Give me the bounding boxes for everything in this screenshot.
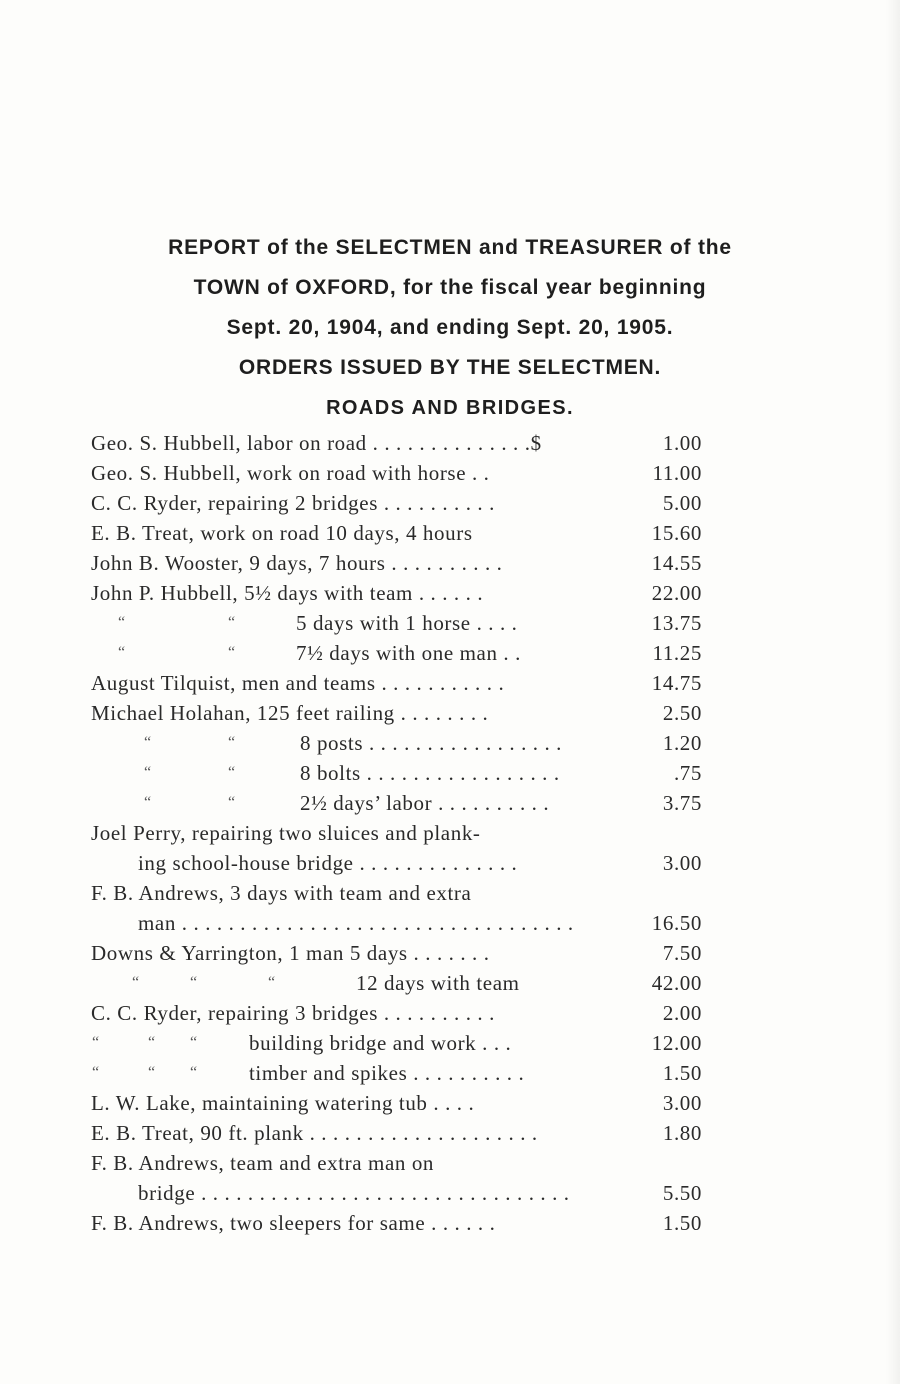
list-item xyxy=(0,788,900,818)
list-item xyxy=(0,968,900,998)
entry-amount: 1.80 xyxy=(662,1121,702,1145)
list-item xyxy=(0,1058,900,1088)
entry-description: Joel Perry, repairing two sluices and plank- xyxy=(91,821,481,845)
entry-amount: 3.75 xyxy=(662,791,702,815)
report-title-line-1: REPORT of the SELECTMEN and TREASURER of the xyxy=(168,236,732,259)
entry-amount: 3.00 xyxy=(662,851,702,875)
list-item xyxy=(0,1118,900,1148)
entry-description: Downs & Yarrington, 1 man 5 days . . . . . . . xyxy=(91,941,490,965)
entry-description: F. B. Andrews, 3 days with team and extra xyxy=(91,881,472,905)
entry-amount: 11.00 xyxy=(652,461,702,485)
entry-description: C. C. Ryder, repairing 2 bridges . . . . . . . . . . xyxy=(91,491,495,515)
list-item xyxy=(0,548,900,578)
list-item xyxy=(0,638,900,668)
ditto-mark: “ xyxy=(228,644,236,661)
ditto-mark: “ xyxy=(228,734,236,751)
entry-description: 12 days with team xyxy=(356,971,520,995)
ditto-mark: “ xyxy=(268,974,276,991)
ditto-mark: “ xyxy=(118,644,126,661)
orders-heading: ORDERS ISSUED BY THE SELECTMEN. xyxy=(238,356,662,379)
entry-amount: 22.00 xyxy=(651,581,702,605)
ditto-mark: “ xyxy=(148,1034,156,1051)
list-item xyxy=(0,818,900,848)
list-item xyxy=(0,728,900,758)
entry-amount: 14.55 xyxy=(651,551,702,575)
list-item xyxy=(0,758,900,788)
ditto-mark: “ xyxy=(132,974,140,991)
ditto-mark: “ xyxy=(144,794,152,811)
list-item xyxy=(0,458,900,488)
entries-list xyxy=(0,428,900,1238)
list-item xyxy=(0,668,900,698)
entry-amount: 2.50 xyxy=(662,701,702,725)
list-item xyxy=(0,998,900,1028)
list-item xyxy=(0,908,900,938)
entry-amount: 1.20 xyxy=(662,731,702,755)
list-item xyxy=(0,608,900,638)
entry-description: bridge . . . . . . . . . . . . . . . . . . . . . . . . . . . . . . . . xyxy=(138,1181,570,1205)
entry-description: Geo. S. Hubbell, labor on road . . . . . . . . . . . . . .$ xyxy=(91,431,542,455)
entry-amount: 15.60 xyxy=(651,521,702,545)
entry-amount: 16.50 xyxy=(651,911,702,935)
entry-description: Geo. S. Hubbell, work on road with horse . . xyxy=(91,461,490,485)
entry-description: 2½ days’ labor . . . . . . . . . . xyxy=(300,791,550,815)
entry-description: F. B. Andrews, two sleepers for same . . . . . . xyxy=(91,1211,496,1235)
list-item xyxy=(0,488,900,518)
ditto-mark: “ xyxy=(92,1034,100,1051)
ditto-mark: “ xyxy=(228,764,236,781)
list-item xyxy=(0,1028,900,1058)
entry-amount: 1.50 xyxy=(662,1211,702,1235)
entry-description: 7½ days with one man . . xyxy=(296,641,521,665)
list-item xyxy=(0,1208,900,1238)
entry-description: man . . . . . . . . . . . . . . . . . . . . . . . . . . . . . . . . . . xyxy=(138,911,574,935)
entry-description: E. B. Treat, work on road 10 days, 4 hours xyxy=(91,521,473,545)
entry-description: 8 bolts . . . . . . . . . . . . . . . . . xyxy=(300,761,560,785)
entry-amount: .75 xyxy=(673,761,702,785)
list-item xyxy=(0,578,900,608)
report-title-line-3: Sept. 20, 1904, and ending Sept. 20, 1905. xyxy=(226,316,674,339)
entry-description: 5 days with 1 horse . . . . xyxy=(296,611,518,635)
entry-description: L. W. Lake, maintaining watering tub . . . . xyxy=(91,1091,475,1115)
entry-description: timber and spikes . . . . . . . . . . xyxy=(249,1061,525,1085)
entry-amount: 3.00 xyxy=(662,1091,702,1115)
entry-amount: 5.50 xyxy=(662,1181,702,1205)
entry-description: August Tilquist, men and teams . . . . . . . . . . . xyxy=(91,671,505,695)
report-header xyxy=(0,228,900,429)
ditto-mark: “ xyxy=(118,614,126,631)
entry-amount: 11.25 xyxy=(652,641,702,665)
entry-amount: 7.50 xyxy=(662,941,702,965)
entry-amount: 13.75 xyxy=(651,611,702,635)
list-item xyxy=(0,1148,900,1178)
entry-amount: 1.00 xyxy=(662,431,702,455)
entry-description: building bridge and work . . . xyxy=(249,1031,512,1055)
ditto-mark: “ xyxy=(190,974,198,991)
entry-amount: 12.00 xyxy=(651,1031,702,1055)
entry-description: ing school-house bridge . . . . . . . . . . . . . . xyxy=(138,851,518,875)
entry-description: John P. Hubbell, 5½ days with team . . . . . . xyxy=(91,581,484,605)
list-item xyxy=(0,428,900,458)
entry-amount: 2.00 xyxy=(662,1001,702,1025)
section-title: ROADS AND BRIDGES. xyxy=(326,397,574,419)
list-item xyxy=(0,938,900,968)
ditto-mark: “ xyxy=(92,1064,100,1081)
ditto-mark: “ xyxy=(144,764,152,781)
list-item xyxy=(0,518,900,548)
ditto-mark: “ xyxy=(144,734,152,751)
entry-description: E. B. Treat, 90 ft. plank . . . . . . . . . . . . . . . . . . . . xyxy=(91,1121,538,1145)
list-item xyxy=(0,1178,900,1208)
ditto-mark: “ xyxy=(228,794,236,811)
entry-description: F. B. Andrews, team and extra man on xyxy=(91,1151,435,1175)
list-item xyxy=(0,1088,900,1118)
report-title-line-2: TOWN of OXFORD, for the fiscal year beginning xyxy=(193,276,707,299)
entry-amount: 1.50 xyxy=(662,1061,702,1085)
entry-amount: 42.00 xyxy=(651,971,702,995)
entry-description: C. C. Ryder, repairing 3 bridges . . . . . . . . . . xyxy=(91,1001,495,1025)
list-item xyxy=(0,848,900,878)
entry-amount: 14.75 xyxy=(651,671,702,695)
entry-description: Michael Holahan, 125 feet railing . . . . . . . . xyxy=(91,701,489,725)
entry-description: 8 posts . . . . . . . . . . . . . . . . . xyxy=(300,731,563,755)
ditto-mark: “ xyxy=(190,1064,198,1081)
list-item xyxy=(0,698,900,728)
ditto-mark: “ xyxy=(148,1064,156,1081)
list-item xyxy=(0,878,900,908)
ditto-mark: “ xyxy=(190,1034,198,1051)
ditto-mark: “ xyxy=(228,614,236,631)
entry-amount: 5.00 xyxy=(662,491,702,515)
entry-description: John B. Wooster, 9 days, 7 hours . . . . . . . . . . xyxy=(91,551,503,575)
